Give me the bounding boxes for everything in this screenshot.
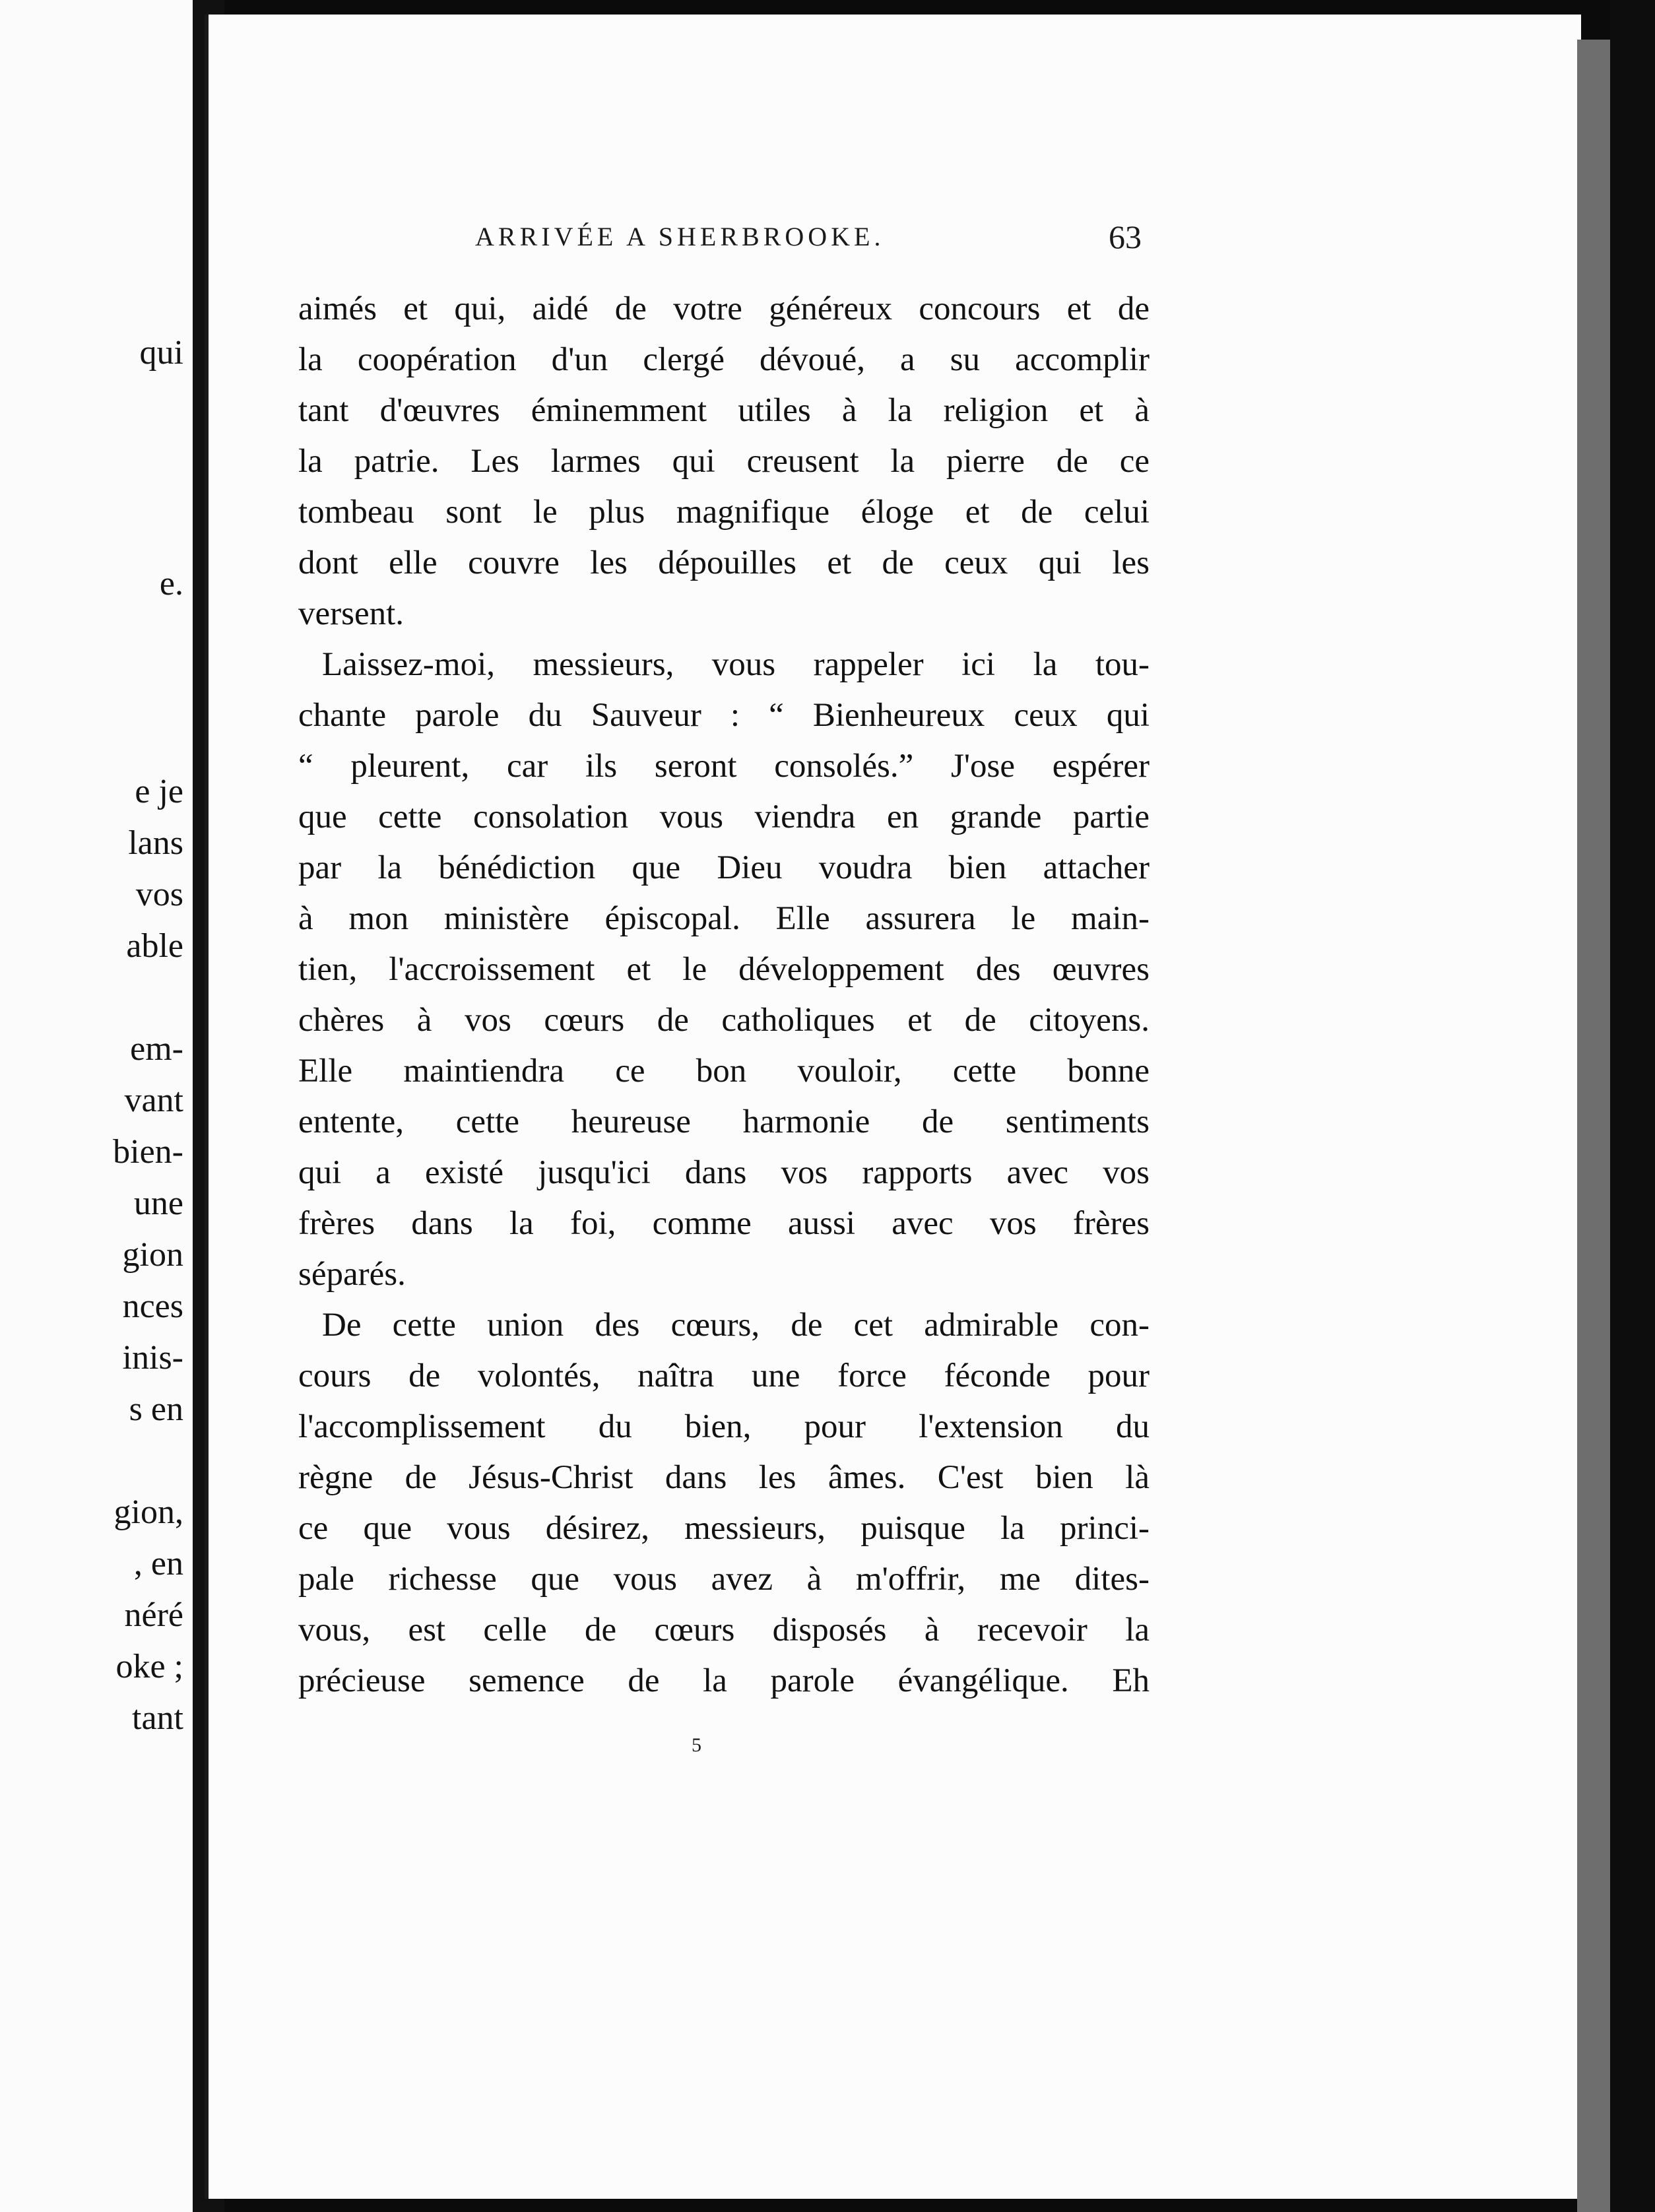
left-fragment: inis- xyxy=(122,1339,183,1377)
left-fragment: em- xyxy=(130,1030,183,1068)
text-line: tant d'œuvres éminemment utiles à la religion et à xyxy=(298,392,1150,429)
left-fragment: vant xyxy=(124,1082,183,1119)
left-fragment: tant xyxy=(132,1699,183,1737)
text-line: frères dans la foi, comme aussi avec vos frères xyxy=(298,1205,1150,1242)
left-fragment: vos xyxy=(135,876,183,913)
text-line: Laissez-moi, messieurs, vous rappeler ici la tou- xyxy=(322,646,1150,683)
text-line: versent. xyxy=(298,595,405,632)
left-fragment: able xyxy=(126,927,183,965)
text-line: vous, est celle de cœurs disposés à recevoir la xyxy=(298,1611,1150,1648)
text-line: la coopération d'un clergé dévoué, a su accomplir xyxy=(298,341,1150,378)
text-line: aimés et qui, aidé de votre généreux concours et de xyxy=(298,290,1150,327)
text-line: entente, cette heureuse harmonie de sentiments xyxy=(298,1103,1150,1140)
page-number: 63 xyxy=(1109,218,1142,255)
left-fragment: néré xyxy=(124,1596,183,1634)
text-line: chante parole du Sauveur : “ Bienheureux ceux qui xyxy=(298,697,1150,734)
text-line: “ pleurent, car ils seront consolés.” J'ose espérer xyxy=(298,748,1150,785)
left-fragment: gion, xyxy=(114,1493,183,1531)
left-fragment: , en xyxy=(133,1545,183,1582)
left-fragment: lans xyxy=(128,824,183,862)
left-fragment: oke ; xyxy=(115,1648,183,1685)
text-line: Elle maintiendra ce bon vouloir, cette bonne xyxy=(298,1053,1150,1090)
body-text xyxy=(298,284,1150,1707)
page-stack-edge xyxy=(1577,40,1610,2212)
running-title: ARRIVÉE A SHERBROOKE. xyxy=(475,222,885,251)
previous-page-strip xyxy=(0,0,193,2212)
text-line: chères à vos cœurs de catholiques et de citoyens. xyxy=(298,1002,1150,1039)
left-fragment: bien- xyxy=(113,1133,183,1171)
left-fragment: e je xyxy=(135,773,183,810)
text-line: dont elle couvre les dépouilles et de ceux qui les xyxy=(298,544,1150,581)
text-line: qui a existé jusqu'ici dans vos rapports avec vos xyxy=(298,1154,1150,1191)
text-line: tombeau sont le plus magnifique éloge et de celui xyxy=(298,494,1150,531)
left-fragment: une xyxy=(133,1185,183,1222)
text-line: séparés. xyxy=(298,1256,406,1293)
text-line: pale richesse que vous avez à m'offrir, me dites- xyxy=(298,1561,1150,1598)
text-line: que cette consolation vous viendra en grande partie xyxy=(298,798,1150,835)
left-fragment: e. xyxy=(159,565,183,602)
text-line: la patrie. Les larmes qui creusent la pierre de ce xyxy=(298,443,1150,480)
signature-mark: 5 xyxy=(692,1734,701,1756)
text-line: tien, l'accroissement et le développement des œuvres xyxy=(298,951,1150,988)
scan-border xyxy=(1610,0,1655,2212)
left-fragment: qui xyxy=(139,334,183,372)
text-line: ce que vous désirez, messieurs, puisque la princi- xyxy=(298,1510,1150,1547)
text-line: par la bénédiction que Dieu voudra bien attacher xyxy=(298,849,1150,886)
text-line: à mon ministère épiscopal. Elle assurera le main- xyxy=(298,900,1150,937)
text-line: précieuse semence de la parole évangélique. Eh xyxy=(298,1662,1150,1699)
text-line: l'accomplissement du bien, pour l'extension du xyxy=(298,1408,1150,1445)
left-fragment: gion xyxy=(122,1236,183,1274)
text-line: règne de Jésus-Christ dans les âmes. C'est bien là xyxy=(298,1459,1150,1496)
left-fragment: nces xyxy=(122,1287,183,1325)
left-fragment: s en xyxy=(129,1390,183,1428)
text-line: cours de volontés, naîtra une force féconde pour xyxy=(298,1357,1150,1394)
text-line: De cette union des cœurs, de cet admirable con- xyxy=(322,1307,1150,1344)
